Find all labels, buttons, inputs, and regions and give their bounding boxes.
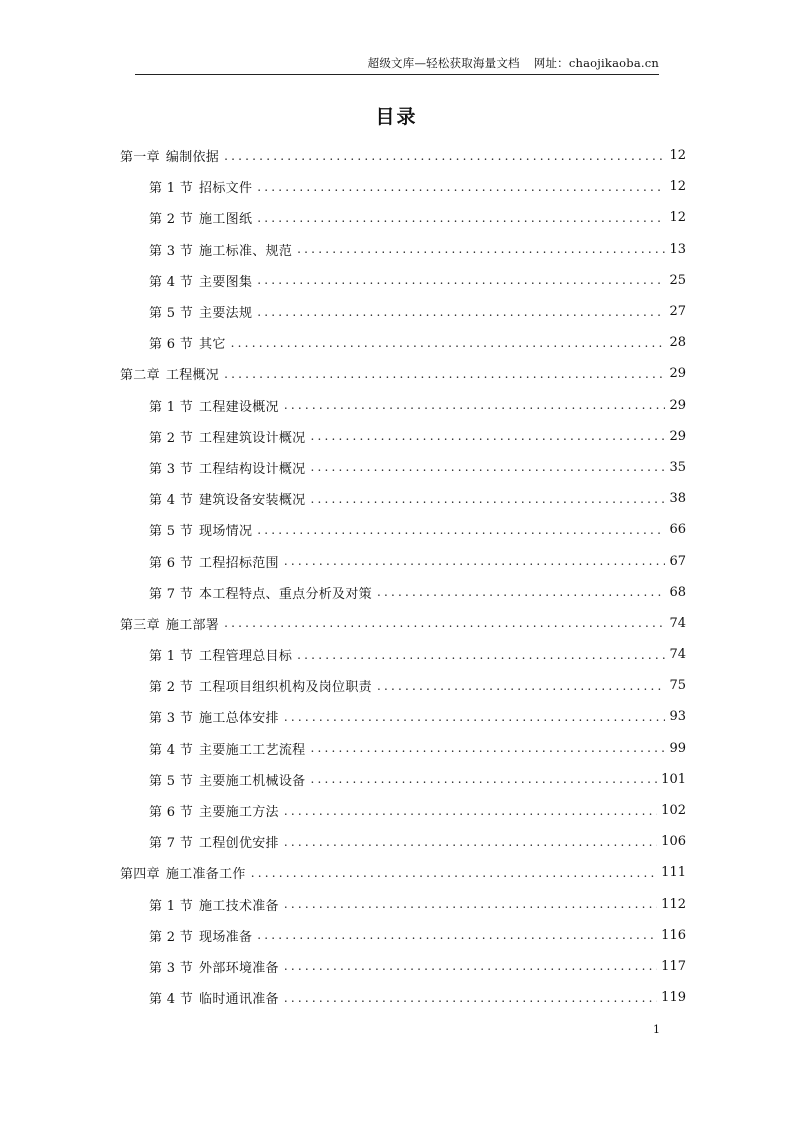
toc-entry-page: 111 <box>661 865 686 881</box>
toc-section-entry[interactable] <box>120 826 686 857</box>
toc-section-entry[interactable] <box>120 764 686 795</box>
toc-entry-number: 第一章 <box>120 150 160 166</box>
toc-dot-leader <box>257 305 665 319</box>
toc-entry-number: 第 2 节 <box>149 929 194 945</box>
toc-section-entry[interactable] <box>120 327 686 358</box>
toc-entry-page: 38 <box>669 491 686 507</box>
toc-entry-number: 第 6 节 <box>149 337 194 353</box>
toc-entry-number: 第 4 节 <box>149 992 194 1008</box>
toc-entry-page: 35 <box>669 459 686 475</box>
toc-section-entry[interactable] <box>120 733 686 764</box>
toc-entry-number: 第 3 节 <box>149 711 194 727</box>
toc-entry-heading <box>149 240 292 259</box>
toc-section-entry[interactable] <box>120 421 686 452</box>
toc-entry-page: 106 <box>661 834 686 850</box>
toc-entry-heading <box>149 645 292 664</box>
toc-entry-heading <box>149 271 252 290</box>
toc-entry-page: 99 <box>669 740 686 756</box>
toc-dot-leader <box>251 866 657 880</box>
toc-entry-heading <box>149 489 305 508</box>
toc-dot-leader <box>224 149 665 163</box>
toc-dot-leader <box>224 367 665 381</box>
toc-section-entry[interactable] <box>120 639 686 670</box>
toc-section-entry[interactable] <box>120 265 686 296</box>
toc-entry-number: 第 5 节 <box>149 524 194 540</box>
toc-entry-number: 第 2 节 <box>149 212 194 228</box>
toc-chapter-entry[interactable] <box>120 358 686 389</box>
toc-entry-label: 本工程特点、重点分析及对策 <box>199 586 372 602</box>
toc-section-entry[interactable] <box>120 202 686 233</box>
toc-dot-leader <box>310 741 665 755</box>
toc-entry-number: 第 6 节 <box>149 555 194 571</box>
toc-entry-heading <box>149 926 252 945</box>
toc-entry-page: 101 <box>661 771 686 787</box>
toc-entry-heading <box>149 957 279 976</box>
toc-entry-page: 12 <box>669 210 686 226</box>
toc-dot-leader <box>224 616 665 630</box>
toc-dot-leader <box>284 991 657 1005</box>
toc-entry-label: 工程建筑设计概况 <box>199 430 306 446</box>
toc-dot-leader <box>284 835 657 849</box>
toc-entry-number: 第 3 节 <box>149 461 194 477</box>
toc-entry-label: 现场情况 <box>199 524 253 540</box>
toc-dot-leader <box>377 679 666 693</box>
toc-entry-heading <box>149 333 226 352</box>
toc-section-entry[interactable] <box>120 234 686 265</box>
toc-entry-number: 第四章 <box>120 867 160 883</box>
toc-entry-page: 29 <box>669 428 686 444</box>
toc-entry-heading <box>120 364 219 383</box>
toc-entry-number: 第三章 <box>120 617 160 633</box>
toc-entry-label: 施工技术准备 <box>199 898 279 914</box>
toc-dot-leader <box>284 710 666 724</box>
toc-entry-heading <box>149 832 279 851</box>
toc-section-entry[interactable] <box>120 920 686 951</box>
toc-section-entry[interactable] <box>120 514 686 545</box>
toc-entry-page: 12 <box>669 179 686 195</box>
toc-dot-leader <box>310 492 665 506</box>
toc-entry-label: 编制依据 <box>165 150 220 166</box>
toc-dot-leader <box>310 772 657 786</box>
toc-entry-label: 施工准备工作 <box>165 867 246 883</box>
toc-entry-heading <box>149 707 279 726</box>
toc-entry-label: 建筑设备安装概况 <box>199 493 306 509</box>
toc-entry-number: 第 4 节 <box>149 493 194 509</box>
table-of-contents <box>120 140 686 1013</box>
toc-entry-heading <box>120 863 246 882</box>
toc-entry-heading <box>149 208 252 227</box>
toc-entry-number: 第 7 节 <box>149 836 194 852</box>
toc-entry-heading <box>149 552 279 571</box>
toc-entry-page: 119 <box>661 990 686 1006</box>
toc-entry-heading <box>149 988 279 1007</box>
toc-entry-page: 13 <box>669 241 686 257</box>
toc-section-entry[interactable] <box>120 390 686 421</box>
toc-entry-heading <box>149 895 279 914</box>
toc-entry-heading <box>149 177 252 196</box>
toc-chapter-entry[interactable] <box>120 608 686 639</box>
toc-entry-label: 临时通讯准备 <box>199 992 279 1008</box>
toc-dot-leader <box>310 429 665 443</box>
toc-chapter-entry[interactable] <box>120 857 686 888</box>
toc-entry-page: 102 <box>661 803 686 819</box>
toc-entry-label: 现场准备 <box>199 929 253 945</box>
toc-entry-number: 第 4 节 <box>149 742 194 758</box>
toc-section-entry[interactable] <box>120 982 686 1013</box>
toc-entry-page: 29 <box>669 397 686 413</box>
toc-dot-leader <box>231 336 666 350</box>
toc-entry-page: 66 <box>669 522 686 538</box>
toc-entry-page: 68 <box>669 584 686 600</box>
toc-entry-number: 第 5 节 <box>149 306 194 322</box>
toc-entry-label: 施工标准、规范 <box>199 243 293 259</box>
toc-entry-heading <box>149 458 305 477</box>
toc-section-entry[interactable] <box>120 889 686 920</box>
toc-entry-label: 主要施工方法 <box>199 805 279 821</box>
toc-entry-number: 第二章 <box>120 368 160 384</box>
toc-section-entry[interactable] <box>120 670 686 701</box>
page-number: 1 <box>653 1023 660 1036</box>
toc-section-entry[interactable] <box>120 483 686 514</box>
toc-entry-heading <box>149 396 279 415</box>
toc-entry-page: 74 <box>669 647 686 663</box>
toc-entry-label: 工程建设概况 <box>199 399 279 415</box>
toc-section-entry[interactable] <box>120 171 686 202</box>
toc-section-entry[interactable] <box>120 577 686 608</box>
toc-entry-number: 第 6 节 <box>149 805 194 821</box>
toc-entry-number: 第 3 节 <box>149 243 194 259</box>
toc-entry-label: 主要图集 <box>199 274 253 290</box>
toc-entry-page: 28 <box>669 335 686 351</box>
toc-dot-leader <box>284 897 657 911</box>
toc-dot-leader <box>284 554 666 568</box>
toc-section-entry[interactable] <box>120 452 686 483</box>
toc-entry-label: 工程概况 <box>165 368 220 384</box>
toc-entry-label: 工程管理总目标 <box>199 649 293 665</box>
toc-entry-page: 93 <box>669 709 686 725</box>
toc-entry-number: 第 1 节 <box>149 649 194 665</box>
toc-dot-leader <box>257 273 665 287</box>
toc-entry-heading <box>149 676 372 695</box>
toc-entry-label: 工程结构设计概况 <box>199 461 306 477</box>
toc-entry-heading <box>149 302 252 321</box>
toc-entry-number: 第 1 节 <box>149 898 194 914</box>
toc-chapter-entry[interactable] <box>120 140 686 171</box>
toc-section-entry[interactable] <box>120 545 686 576</box>
toc-entry-number: 第 1 节 <box>149 181 194 197</box>
toc-entry-page: 25 <box>669 272 686 288</box>
toc-entry-label: 主要施工机械设备 <box>199 773 306 789</box>
toc-entry-heading <box>149 739 305 758</box>
toc-entry-label: 工程创优安排 <box>199 836 279 852</box>
toc-dot-leader <box>297 242 665 256</box>
toc-entry-heading <box>149 583 372 602</box>
toc-entry-label: 招标文件 <box>199 181 253 197</box>
toc-section-entry[interactable] <box>120 951 686 982</box>
toc-dot-leader <box>284 804 657 818</box>
toc-entry-number: 第 1 节 <box>149 399 194 415</box>
toc-entry-number: 第 7 节 <box>149 586 194 602</box>
toc-entry-label: 施工图纸 <box>199 212 253 228</box>
header-url: 网址：chaojikaoba.cn <box>533 56 659 70</box>
toc-entry-label: 主要施工工艺流程 <box>199 742 306 758</box>
toc-title: 目录 <box>375 106 418 128</box>
toc-section-entry[interactable] <box>120 296 686 327</box>
toc-dot-leader <box>257 180 665 194</box>
toc-entry-page: 75 <box>669 678 686 694</box>
toc-entry-label: 施工总体安排 <box>199 711 279 727</box>
toc-dot-leader <box>257 523 665 537</box>
toc-dot-leader <box>297 648 665 662</box>
header-site-name: 超级文库—轻松获取海量文档 <box>367 56 520 70</box>
toc-dot-leader <box>284 959 657 973</box>
toc-entry-page: 117 <box>661 958 686 974</box>
toc-entry-page: 74 <box>669 615 686 631</box>
toc-entry-page: 112 <box>661 896 686 912</box>
toc-entry-page: 29 <box>669 366 686 382</box>
toc-entry-page: 12 <box>669 148 686 164</box>
toc-entry-page: 27 <box>669 304 686 320</box>
toc-entry-heading <box>120 614 219 633</box>
toc-entry-number: 第 4 节 <box>149 274 194 290</box>
toc-entry-heading <box>149 427 305 446</box>
toc-entry-heading <box>120 146 219 165</box>
toc-entry-number: 第 5 节 <box>149 773 194 789</box>
toc-dot-leader <box>257 928 657 942</box>
toc-section-entry[interactable] <box>120 701 686 732</box>
toc-entry-heading <box>149 770 305 789</box>
toc-dot-leader <box>310 460 665 474</box>
toc-entry-number: 第 2 节 <box>149 680 194 696</box>
toc-entry-label: 施工部署 <box>165 617 220 633</box>
toc-entry-heading <box>149 520 252 539</box>
toc-section-entry[interactable] <box>120 795 686 826</box>
toc-entry-label: 主要法规 <box>199 306 253 322</box>
toc-entry-number: 第 2 节 <box>149 430 194 446</box>
toc-dot-leader <box>284 398 666 412</box>
toc-entry-label: 其它 <box>199 337 226 353</box>
toc-dot-leader <box>257 211 665 225</box>
page-header <box>135 56 659 75</box>
toc-entry-label: 工程招标范围 <box>199 555 279 571</box>
toc-entry-page: 67 <box>669 553 686 569</box>
toc-entry-page: 116 <box>661 927 686 943</box>
toc-entry-label: 外部环境准备 <box>199 960 279 976</box>
toc-entry-number: 第 3 节 <box>149 960 194 976</box>
toc-dot-leader <box>377 585 666 599</box>
toc-entry-label: 工程项目组织机构及岗位职责 <box>199 680 372 696</box>
toc-entry-heading <box>149 801 279 820</box>
